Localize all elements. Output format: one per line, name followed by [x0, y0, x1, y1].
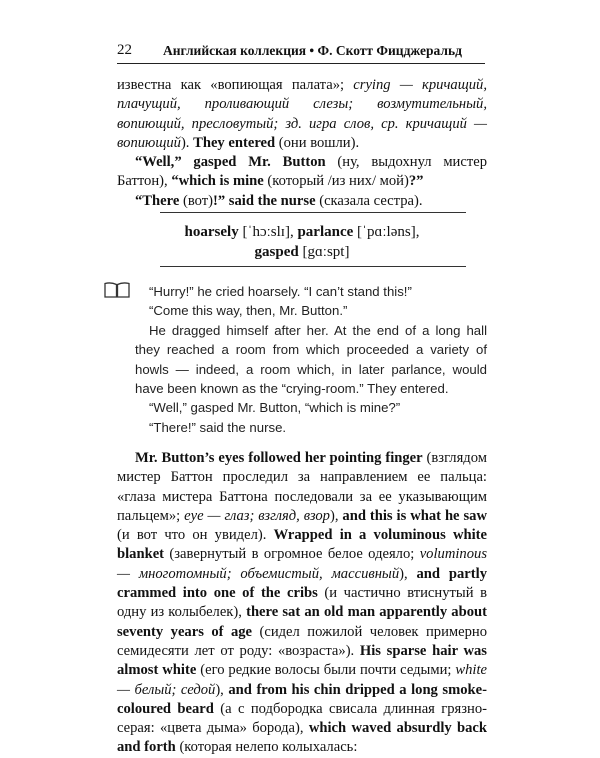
- transcription: [ˈpɑːləns],: [353, 224, 420, 240]
- original-text-block: [135, 282, 487, 437]
- text-span: (ну, выдохнул мистер Баттон),: [117, 154, 487, 190]
- text-span: (и вот что он увидел).: [117, 527, 274, 544]
- annotated-text-block-2: [117, 449, 487, 758]
- text-span: (и частично втиснутый в одну из колыбелек),: [117, 585, 487, 621]
- annotated-paragraph: [117, 449, 487, 758]
- original-paragraph: “Come this way, then, Mr. Button.”: [149, 303, 348, 319]
- vocab-line: [117, 242, 487, 262]
- vocab-rule-top: [160, 212, 466, 213]
- page-header: [117, 40, 487, 62]
- english-bold: there sat an old man apparently about seventy years of age: [117, 604, 487, 640]
- open-book-icon: [104, 281, 130, 299]
- text-span: (вот): [179, 192, 213, 209]
- english-bold: and from his chin dripped a long smoke-coloured beard: [117, 681, 487, 717]
- text-span: (который /из них/ мой): [263, 173, 409, 190]
- text-span: ),: [215, 681, 229, 698]
- vocab-line: [117, 222, 487, 242]
- text-span: (а с подбородка свисала длинная грязно-серая: «цвета дыма» борода),: [117, 700, 487, 737]
- annotated-paragraph: [117, 76, 487, 153]
- annotated-paragraph: [117, 153, 487, 192]
- gloss-italic: crying — кричащий, плачущий, проливающий слезы; возмутительный, вопиющий, пресловутый; зд. игра слов, ср. кричащий — вопиющий: [117, 77, 487, 151]
- gloss-italic: white — белый; седой: [117, 662, 487, 698]
- annotated-paragraph: [117, 192, 487, 211]
- text-span: (сидел пожилой человек примерно семидесяти лет от роду: «возраста»).: [117, 623, 487, 659]
- english-bold: Wrapped in a voluminous white blanket: [117, 527, 487, 563]
- english-bold: ?”: [408, 173, 424, 190]
- english-bold: They entered: [193, 134, 276, 151]
- vocab-word: hoarsely: [184, 224, 239, 240]
- original-paragraph: “There!” said the nurse.: [149, 419, 287, 435]
- text-span: ),: [399, 565, 417, 582]
- text-span: известна как «вопиющая палата»;: [117, 77, 354, 93]
- english-bold: “which is mine: [171, 173, 264, 190]
- running-title: Английская коллекция • Ф. Скотт Фицджеральд: [163, 43, 462, 58]
- vocabulary-box: [117, 222, 487, 262]
- english-bold: His sparse hair was almost white: [117, 642, 487, 679]
- text-span: (взглядом мистер Баттон проследил за направлением ее пальца: «глаза мистера Баттона последовали за ее указывающим пальцем»;: [117, 450, 487, 524]
- english-bold: Mr. Button’s eyes followed her pointing finger: [135, 450, 423, 466]
- gloss-italic: voluminous — многотомный; объемистый, массивный: [117, 546, 487, 582]
- text-span: (которая нелепо колыхалась:: [175, 739, 358, 756]
- english-bold: !” said the nurse: [212, 192, 316, 209]
- text-span: (его редкие волосы были почти седыми;: [196, 662, 456, 679]
- english-bold: “There: [135, 192, 180, 209]
- annotated-text-block: [117, 76, 487, 211]
- text-span: (они вошли).: [275, 134, 360, 151]
- vocab-word: gasped: [254, 244, 299, 260]
- header-rule: [117, 63, 485, 64]
- original-paragraph: “Hurry!” he cried hoarsely. “I can’t stand this!”: [149, 284, 412, 299]
- english-bold: which waved absurdly back and forth: [117, 720, 488, 756]
- original-paragraph: He dragged himself after her. At the end of a long hall they reached a room from which proceeded a variety of howls — indeed, a room which, in later parlance, would have been known as the “crying-room.” They entered.: [135, 322, 487, 397]
- english-bold: and partly crammed into one of the cribs: [117, 565, 487, 602]
- english-bold: “Well,” gasped Mr. Button: [135, 154, 326, 171]
- text-span: (сказала сестра).: [315, 192, 423, 209]
- transcription: [ˈhɔːslɪ],: [238, 224, 298, 240]
- gloss-italic: eye — глаз; взгляд, взор: [184, 507, 330, 524]
- text-span: ).: [180, 134, 194, 151]
- text-span: (завернутый в огромное белое одеяло;: [164, 546, 420, 563]
- vocab-rule-bottom: [160, 266, 466, 267]
- original-paragraph: “Well,” gasped Mr. Button, “which is mine?”: [149, 400, 401, 416]
- transcription: [gɑːspt]: [298, 244, 350, 260]
- english-bold: and this is what he saw: [342, 507, 487, 524]
- text-span: ),: [329, 507, 343, 524]
- vocab-word: parlance: [297, 224, 354, 240]
- page-number: 22: [117, 42, 132, 58]
